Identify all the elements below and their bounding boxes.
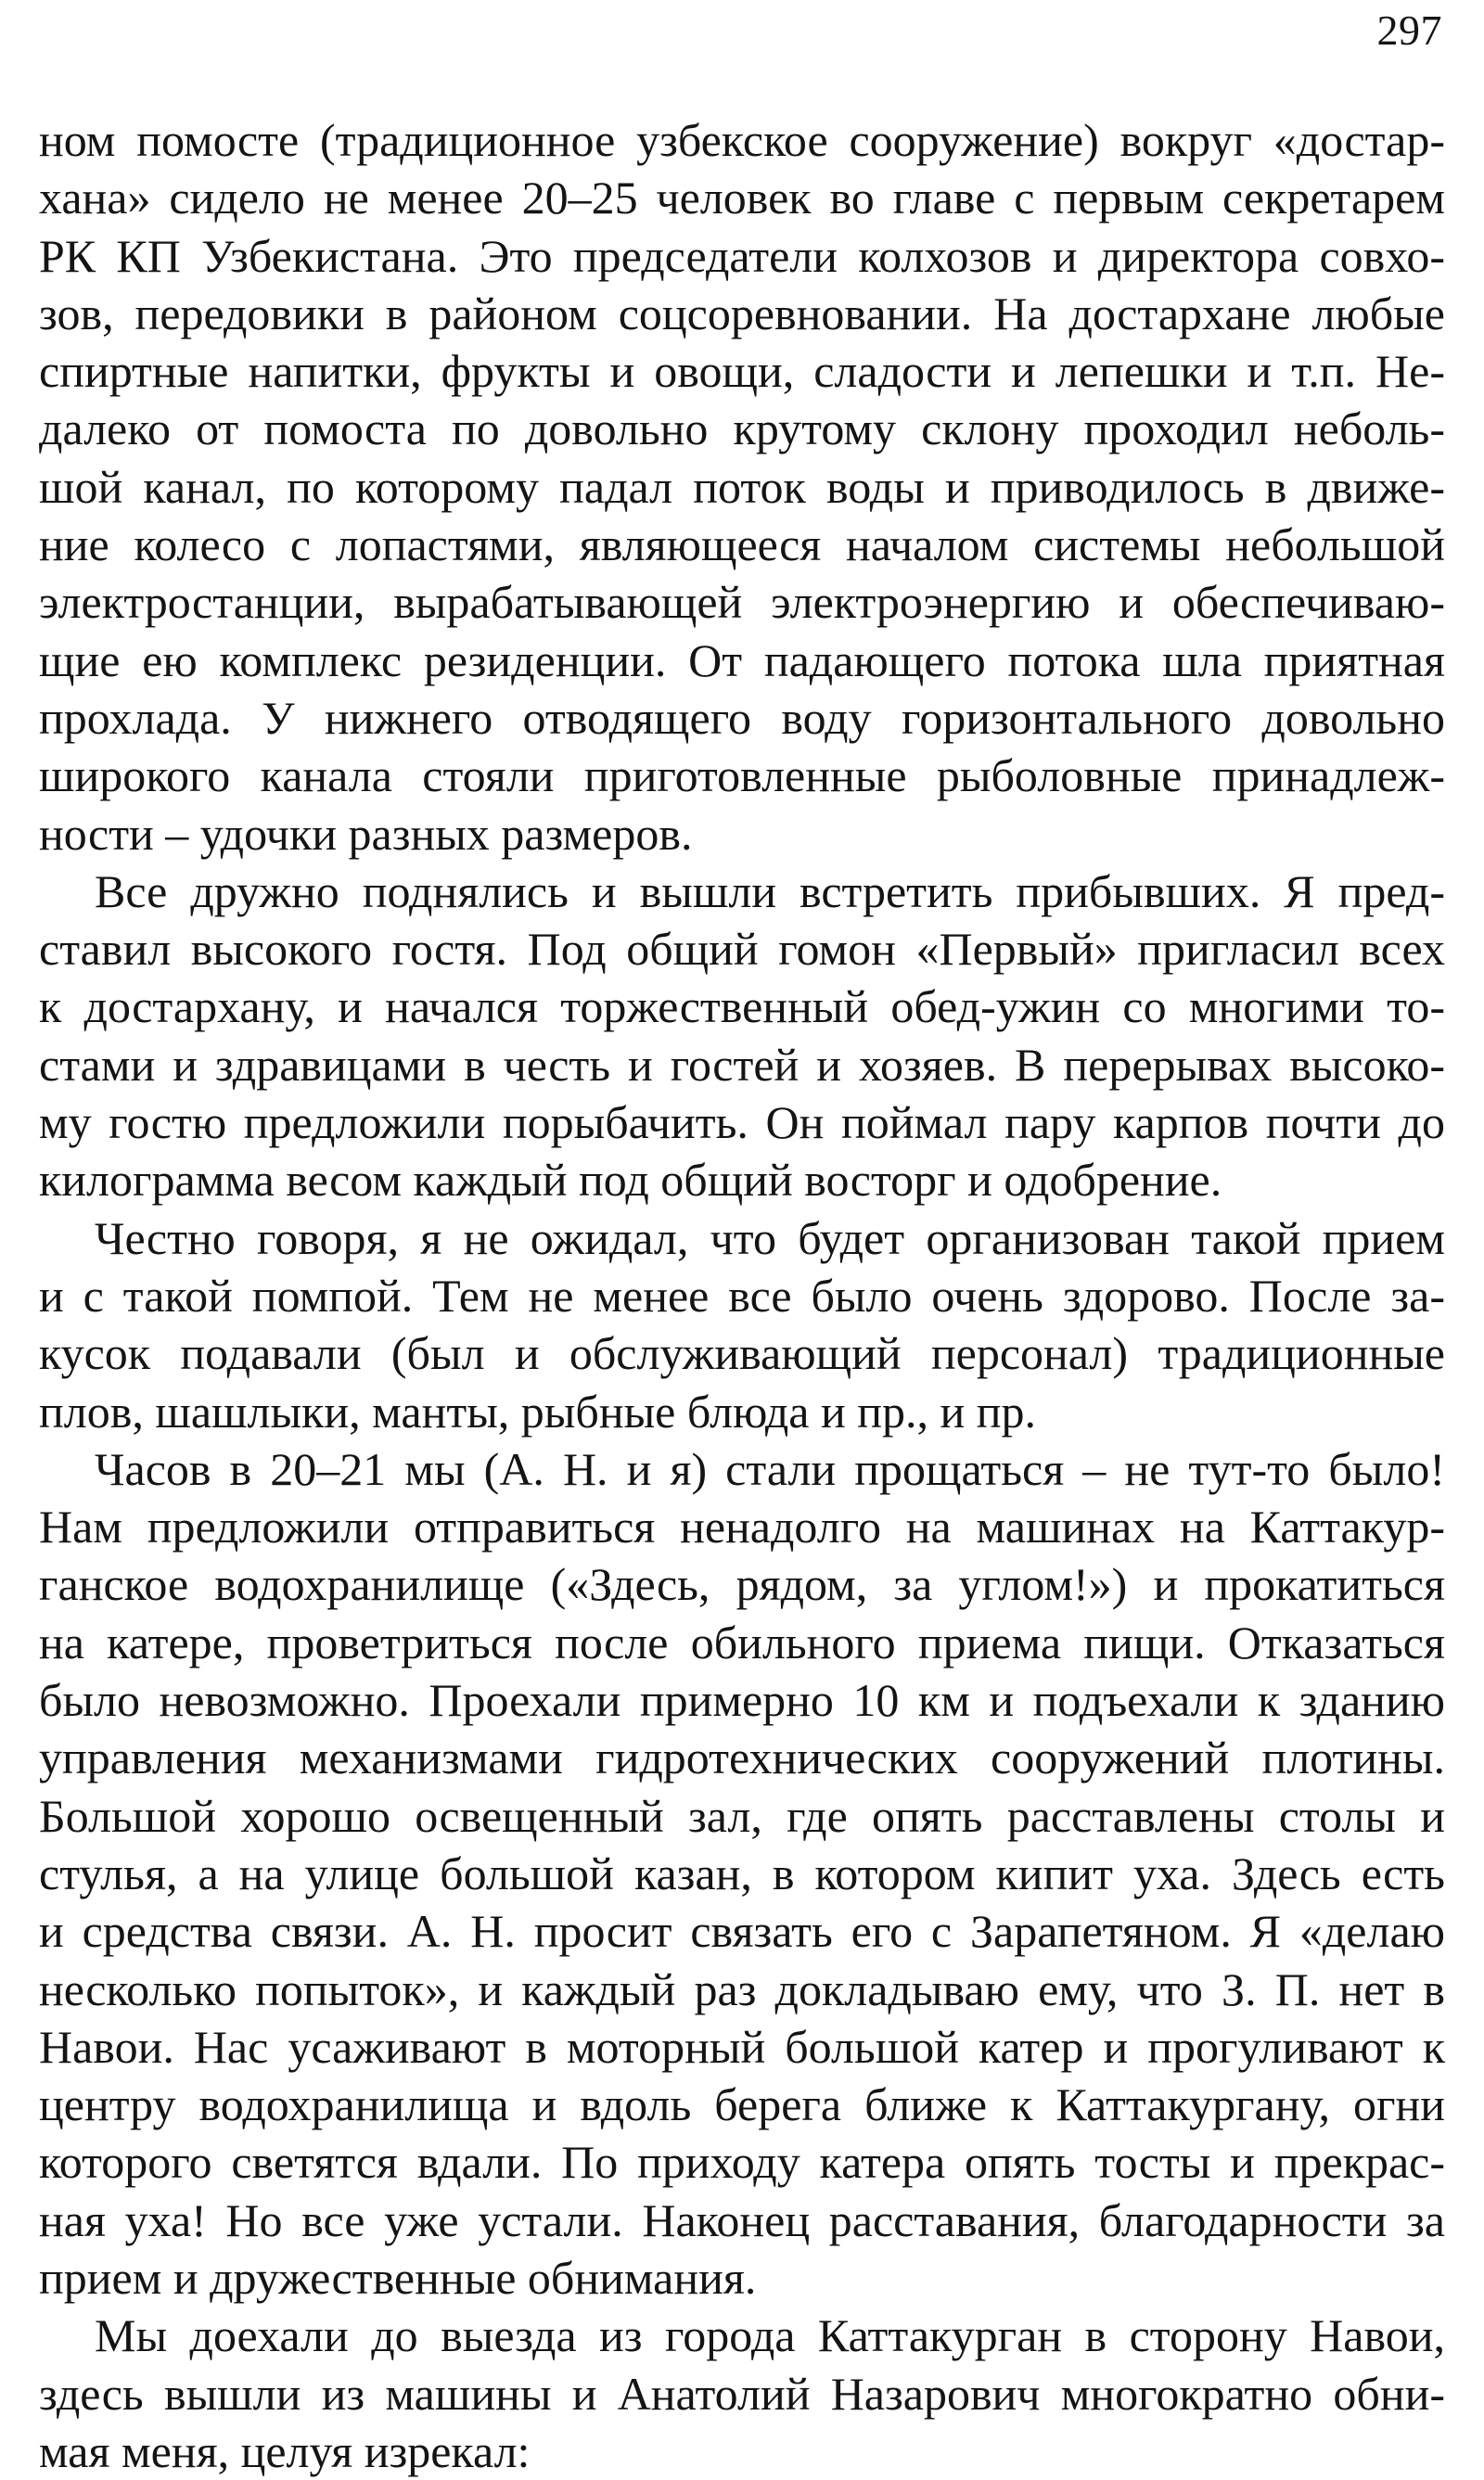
text-line: Навои. Нас усаживают в моторный большой катер и прогуливают к: [39, 2020, 1445, 2073]
text-line: мая меня, целуя изрекал:: [39, 2424, 531, 2477]
body-text: [39, 111, 1445, 2480]
text-line: управления механизмами гидротехнических сооружений плотины.: [39, 1732, 1445, 1784]
text-line: на катере, проветриться после обильного приема пищи. Отказаться: [39, 1616, 1445, 1668]
text-line: широкого канала стояли приготовленные рыболовные принадлеж-: [39, 749, 1445, 802]
text-line: и с такой помпой. Тем не менее все было очень здорово. После за-: [39, 1269, 1445, 1322]
text-line: далеко от помоста по довольно крутому склону проходил неболь-: [39, 403, 1445, 455]
page-number: 297: [1376, 6, 1442, 54]
text-line: и средства связи. А. Н. просит связать его с Зарапетяном. Я «делаю: [39, 1905, 1445, 1958]
text-line: прием и дружественные обнимания.: [39, 2251, 757, 2304]
text-line: Мы доехали до выезда из города Каттакурган в сторону Навои,: [95, 2309, 1445, 2362]
paragraph: [39, 1209, 1445, 1440]
text-line: килограмма весом каждый под общий восторг и одобрение.: [39, 1154, 1222, 1207]
paragraph: [39, 1440, 1445, 2307]
text-line: стами и здравицами в честь и гостей и хозяев. В перерывах высоко-: [39, 1038, 1445, 1091]
text-line: шой канал, по которому падал поток воды и приводилось в движе-: [39, 460, 1445, 513]
text-line: РК КП Узбекистана. Это председатели колхозов и директора совхо-: [39, 229, 1445, 282]
text-line: здесь вышли из машины и Анатолий Назарович многократно обни-: [39, 2367, 1445, 2420]
text-line: ности – удочки разных размеров.: [39, 807, 693, 860]
text-line: стулья, а на улице большой казан, в котором кипит уха. Здесь есть: [39, 1847, 1445, 1899]
text-line: плов, шашлыки, манты, рыбные блюда и пр., и пр.: [39, 1385, 1036, 1438]
text-line: хана» сидело не менее 20–25 человек во главе с первым секретарем: [39, 172, 1445, 224]
text-line: Все дружно поднялись и вышли встретить прибывших. Я пред-: [95, 864, 1445, 917]
text-line: ганское водохранилище («Здесь, рядом, за углом!») и прокатиться: [39, 1558, 1445, 1611]
text-line: прохлада. У нижнего отводящего воду горизонтального довольно: [39, 691, 1445, 744]
text-line: ставил высокого гостя. Под общий гомон «Первый» пригласил всех: [39, 923, 1445, 976]
text-line: Большой хорошо освещенный зал, где опять расставлены столы и: [39, 1789, 1445, 1842]
paragraph: [39, 111, 1445, 863]
text-line: которого светятся вдали. По приходу катера опять тосты и прекрас-: [39, 2136, 1445, 2189]
text-line: Нам предложили отправиться ненадолго на машинах на Каттакур-: [39, 1501, 1445, 1553]
text-line: несколько попыток», и каждый раз докладываю ему, что З. П. нет в: [39, 1962, 1445, 2015]
text-line: щие ею комплекс резиденции. От падающего потока шла приятная: [39, 633, 1445, 686]
text-line: центру водохранилища и вдоль берега ближе к Каттакургану, огни: [39, 2078, 1445, 2131]
paragraph: [39, 2307, 1445, 2480]
text-line: му гостю предложили порыбачить. Он поймал пару карпов почти до: [39, 1096, 1445, 1149]
text-line: кусок подавали (был и обслуживающий персонал) традиционные: [39, 1327, 1445, 1380]
text-line: Честно говоря, я не ожидал, что будет организован такой прием: [95, 1211, 1445, 1264]
text-line: Часов в 20–21 мы (А. Н. и я) стали прощаться – не тут-то было!: [95, 1442, 1445, 1495]
text-line: ном помосте (традиционное узбекское сооружение) вокруг «достар-: [39, 114, 1445, 166]
text-line: ние колесо с лопастями, являющееся началом системы небольшой: [39, 518, 1445, 571]
text-line: спиртные напитки, фрукты и овощи, сладости и лепешки и т.п. Не-: [39, 345, 1445, 398]
text-line: электростанции, вырабатывающей электроэнергию и обеспечиваю-: [39, 576, 1445, 629]
text-line: к достархану, и начался торжественный обед-ужин со многими то-: [39, 980, 1445, 1033]
paragraph: [39, 863, 1445, 1209]
text-line: зов, передовики в районом соцсоревновании. На достархане любые: [39, 287, 1445, 339]
text-line: было невозможно. Проехали примерно 10 км и подъехали к зданию: [39, 1674, 1445, 1727]
text-line: ная уха! Но все уже устали. Наконец расставания, благодарности за: [39, 2193, 1445, 2246]
